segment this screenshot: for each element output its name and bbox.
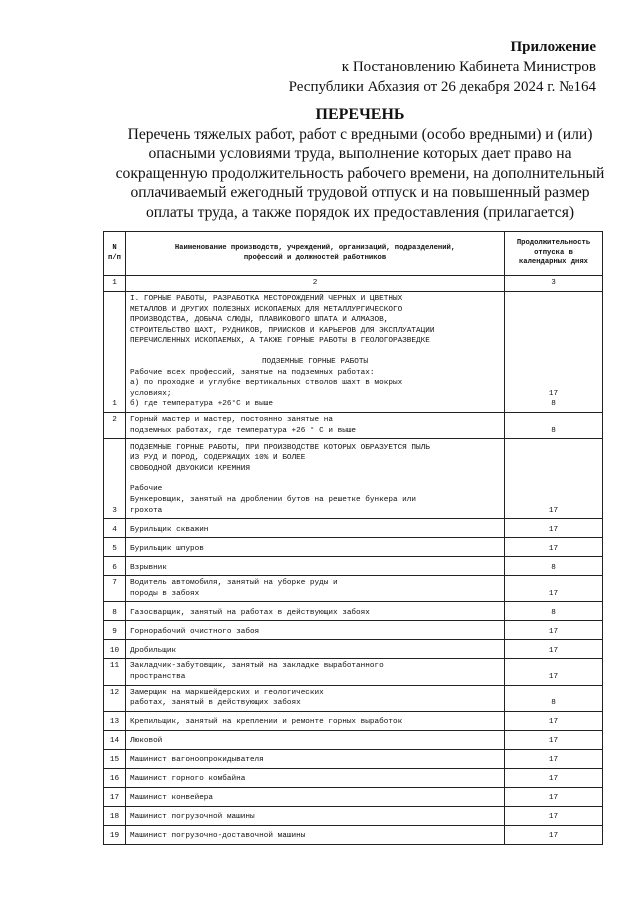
row-number: 8 (104, 602, 126, 621)
title-line: оплачиваемый ежегодный трудовой отпуск и на повышенный размер (130, 184, 590, 201)
text-line: б) где температура +26°С и выше (130, 400, 274, 409)
row-days: 17 (505, 749, 603, 768)
text-line: условиях; (130, 389, 172, 398)
header-text: профессий и должностей работников (243, 253, 387, 262)
row-days: 17 (505, 825, 603, 844)
row-name (126, 659, 505, 685)
column-number: 1 (104, 276, 126, 292)
row-days: 8 (505, 602, 603, 621)
row-name: Машинист вагоноопрокидывателя (126, 749, 505, 768)
row-name (126, 292, 505, 413)
text-line: работах, занятый в действующих забоях (130, 699, 301, 708)
row-days: 17 (505, 439, 603, 519)
row-days: 17 (505, 787, 603, 806)
row-name: Машинист конвейера (126, 787, 505, 806)
header-name (126, 232, 505, 276)
row-number: 12 (104, 685, 126, 711)
table-row (104, 519, 603, 538)
section-line: ИЗ РУД И ПОРОД, СОДЕРЖАЩИХ 10% И БОЛЕЕ (130, 454, 306, 463)
column-number: 2 (126, 276, 505, 292)
table-row (104, 439, 603, 519)
row-name (126, 439, 505, 519)
row-number: 4 (104, 519, 126, 538)
row-name: Крепильщик, занятый на креплении и ремонте горных выработок (126, 711, 505, 730)
row-name: Взрывник (126, 557, 505, 576)
table-row (104, 685, 603, 711)
header-text: календарных днях (518, 258, 588, 267)
row-name (126, 412, 505, 438)
row-days: 8 (505, 412, 603, 438)
text-line: Рабочие (130, 485, 163, 494)
section-line: МЕТАЛЛОВ И ДРУГИХ ПОЛЕЗНЫХ ИСКОПАЕМЫХ ДЛЯ МЕТАЛЛУРГИЧЕСКОГО (130, 305, 403, 314)
text-line: Замерщик на маркшейдерских и геологических (130, 688, 324, 697)
spacer (130, 347, 500, 357)
text-line: Бункеровщик, занятый на дроблении бутов на решетке бункера или (130, 495, 417, 504)
text-line: пространства (130, 672, 186, 681)
section-line: СТРОИТЕЛЬСТВО ШАХТ, РУДНИКОВ, ПРИИСКОВ И КАРЬЕРОВ ДЛЯ ЭКСПЛУАТАЦИИ (130, 326, 435, 335)
header-text: отпуска в (534, 248, 573, 257)
row-days: 8 (505, 685, 603, 711)
days-value: 8 (551, 400, 556, 409)
table-row (104, 825, 603, 844)
row-number: 19 (104, 825, 126, 844)
row-days: 17 (505, 538, 603, 557)
text-line: грохота (130, 506, 163, 515)
appendix-line: Республики Абхазия от 26 декабря 2024 г. №164 (288, 79, 596, 95)
row-days: 17 (505, 621, 603, 640)
row-days (505, 292, 603, 413)
row-name (126, 685, 505, 711)
row-number: 16 (104, 768, 126, 787)
header-days (505, 232, 603, 276)
appendix-line: к Постановлению Кабинета Министров (341, 59, 596, 75)
table-row (104, 749, 603, 768)
row-number: 13 (104, 711, 126, 730)
row-number: 18 (104, 806, 126, 825)
table-header-row (104, 232, 603, 276)
subsection-heading: ПОДЗЕМНЫЕ ГОРНЫЕ РАБОТЫ (261, 357, 369, 366)
row-days: 17 (505, 768, 603, 787)
title-line: опасными условиями труда, выполнение которых дает право на (148, 145, 572, 162)
text-line: породы в забоях (130, 589, 200, 598)
table-row (104, 787, 603, 806)
row-name: Бурильщик скважин (126, 519, 505, 538)
row-days: 17 (505, 576, 603, 602)
row-name (126, 576, 505, 602)
document-title (110, 105, 610, 222)
section-line: ПРОИЗВОДСТВА, ДОБЫЧА СЛЮДЫ, ПЛАВИКОВОГО ШПАТА И АЛМАЗОВ, (130, 316, 389, 325)
row-days: 17 (505, 730, 603, 749)
row-days: 17 (505, 640, 603, 659)
section-line: СВОБОДНОЙ ДВУОКИСИ КРЕМНИЯ (130, 464, 250, 473)
title-line: оплаты труда, а также порядок их предоставления (прилагается) (145, 203, 575, 221)
text-line: Закладчик-забутовщик, занятый на закладке выработанного (130, 662, 384, 671)
row-days: 17 (505, 711, 603, 730)
header-num (104, 232, 126, 276)
table-row (104, 602, 603, 621)
section-line: ПОДЗЕМНЫЕ ГОРНЫЕ РАБОТЫ, ПРИ ПРОИЗВОДСТВЕ КОТОРЫХ ОБРАЗУЕТСЯ ПЫЛЬ (130, 443, 430, 452)
row-days: 17 (505, 659, 603, 685)
row-days: 17 (505, 806, 603, 825)
title-line: Перечень тяжелых работ, работ с вредными (особо вредными) и (или) (127, 125, 593, 143)
row-number: 7 (104, 576, 126, 602)
row-days: 17 (505, 519, 603, 538)
table-row (104, 292, 603, 413)
appendix-block (289, 37, 596, 97)
table-row (104, 730, 603, 749)
table-row (104, 557, 603, 576)
table-row (104, 711, 603, 730)
column-number-row (104, 276, 603, 292)
row-number: 9 (104, 621, 126, 640)
table-row (104, 412, 603, 438)
column-number: 3 (505, 276, 603, 292)
row-number: 14 (104, 730, 126, 749)
text-line: а) по проходке и углубке вертикальных стволов шахт в мокрых (130, 379, 403, 388)
row-number: 2 (104, 412, 126, 438)
table-row (104, 768, 603, 787)
row-number: 6 (104, 557, 126, 576)
row-name: Машинист горного комбайна (126, 768, 505, 787)
text-line: Водитель автомобиля, занятый на уборке руды и (130, 579, 338, 588)
appendix-heading: Приложение (510, 39, 596, 55)
table-row (104, 621, 603, 640)
row-days: 8 (505, 557, 603, 576)
table-row (104, 576, 603, 602)
row-number: 17 (104, 787, 126, 806)
header-text: Продолжительность (516, 239, 591, 248)
section-line: ПЕРЕЧИСЛЕННЫХ ИСКОПАЕМЫХ, А ТАКЖЕ ГОРНЫЕ РАБОТЫ В ГЕОЛОГОРАЗВЕДКЕ (130, 337, 430, 346)
row-name: Газосварщик, занятый на работах в действующих забоях (126, 602, 505, 621)
row-number: 1 (104, 292, 126, 413)
header-text: Наименование производств, учреждений, организаций, подразделений, (174, 244, 456, 252)
text-line: Рабочие всех профессий, занятые на подземных работах: (130, 368, 375, 377)
row-name: Бурильщик шпуров (126, 538, 505, 557)
header-text: N (112, 244, 117, 252)
text-line: подземных работах, где температура +26 ° С и выше (130, 426, 357, 435)
row-name: Дробильщик (126, 640, 505, 659)
spacer (130, 474, 500, 484)
row-number: 5 (104, 538, 126, 557)
row-number: 3 (104, 439, 126, 519)
table-row (104, 640, 603, 659)
work-list-table (103, 231, 603, 845)
row-name: Горнорабочий очистного забоя (126, 621, 505, 640)
section-line: I. ГОРНЫЕ РАБОТЫ, РАЗРАБОТКА МЕСТОРОЖДЕНИЙ ЧЕРНЫХ И ЦВЕТНЫХ (130, 295, 403, 303)
row-name: Машинист погрузочной машины (126, 806, 505, 825)
table-row (104, 538, 603, 557)
header-text: п/п (108, 253, 121, 262)
table-row (104, 659, 603, 685)
days-value: 17 (548, 389, 559, 398)
text-line: Горный мастер и мастер, постоянно занятые на (130, 415, 333, 424)
title-line: сокращенную продолжительность рабочего времени, на дополнительный (115, 164, 605, 182)
row-name: Машинист погрузочно-доставочной машины (126, 825, 505, 844)
table-row (104, 806, 603, 825)
row-name: Люковой (126, 730, 505, 749)
row-number: 15 (104, 749, 126, 768)
row-number: 11 (104, 659, 126, 685)
title-heading: ПЕРЕЧЕНЬ (315, 106, 405, 123)
row-number: 10 (104, 640, 126, 659)
